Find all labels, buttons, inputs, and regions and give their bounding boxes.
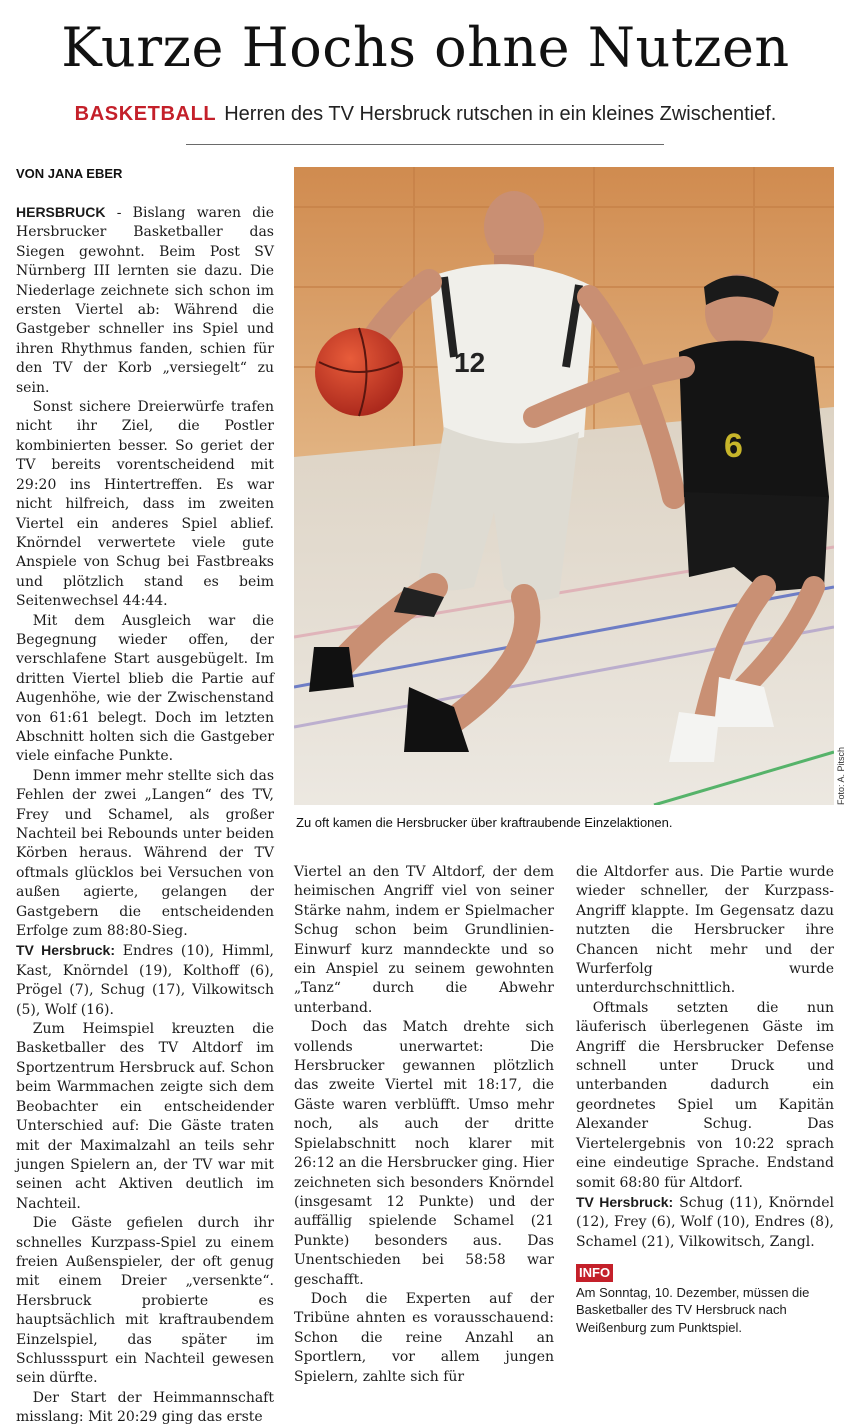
lead-paragraph [16, 203, 274, 398]
jersey-number-white: 12 [454, 347, 486, 378]
paragraph-3: Mit dem Ausgleich war die Begegnung wieder offen, der verschlafene Start ausgebügelt. Im dritten Viertel blieb die Partie auf Augenhöhe, wie der Zwischenstand von 61:61 belegt. Doch im letzten Abschnitt holten sich die Gastgeber viele einfache Punkte. [16, 612, 274, 765]
dateline: HERSBRUCK [16, 204, 106, 220]
paragraph-9-continued: die Altdorfer aus. Die Partie wurde wieder schneller, der Kurzpass-Angriff klappte. Im Gegensatz dazu nutzten die Hersbrucker ihre Chancen nicht mehr und der Wurferfolg wurde unterdurchschnittlich. [576, 864, 834, 997]
lineup-1 [16, 941, 274, 1020]
paragraph-7-start: Der Start der Heimmannschaft misslang: Mit 20:29 ging das erste [16, 1389, 274, 1426]
jersey-number-black: 6 [724, 427, 743, 465]
paragraph-10: Oftmals setzten die nun läuferisch überlegenen Gäste im Angriff die Hersbrucker Defense schnell unter Druck und unterbanden dadurch ein geordnetes Spiel um Kapitän Alexander Schug. Das Viertelergebnis von 10:22 sprach eine eindeutige Sprache. Endstand somit 68:80 für Altdorf. [576, 999, 834, 1191]
paragraph-5: Zum Heimspiel kreuzten die Basketballer des TV Altdorf im Sportzentrum Hersbruck auf. Schon beim Warmmachen zeigte sich dem Beobachter ein entscheidender Unterschied auf: Die Gäste traten mit der Maximalzahl an teils sehr jungen Spielern an, der TV war mit seinen acht Aktiven deutlich im Nachteil. [16, 1021, 274, 1212]
paragraph-7-continued: Viertel an den TV Altdorf, der dem heimischen Angriff viel von seiner Stärke nahm, indem er Spielmacher Schug schon beim Grundlinien-Einwurf kurz manndeckte und so ein Anspiel zu seinem gewohnten „Tanz“ durch die Abwehr unterband. [294, 864, 554, 1016]
lineup-2 [576, 1193, 834, 1252]
byline: VON JANA EBER [16, 166, 123, 181]
section-kicker: BASKETBALL [74, 103, 217, 125]
article-photo [294, 167, 834, 805]
subheadline [0, 100, 851, 128]
lineup-2-label: TV Hersbruck: [576, 1193, 674, 1210]
info-label: INFO [576, 1264, 613, 1282]
paragraph-8: Doch das Match drehte sich vollends unerwartet: Die Hersbrucker gewannen plötzlich das zweite Viertel mit 18:17, die Gäste waren verblüfft. Umso mehr noch, als auch der dritte Spielabschnitt noch klarer mit 26:12 an die Hersbrucker ging. Hier zeichneten sich besonders Knörndel (insgesamt 12 Punkte) und der auffällig spielende Schamel (21 Punkte) besonders aus. Das Unentschieden bei 58:58 war geschafft. [294, 1019, 554, 1288]
article-column-2 [294, 863, 554, 1387]
subheadline-text: Herren des TV Hersbruck rutschen in ein kleines Zwischentief. [224, 103, 777, 125]
lineup-2-players: Schug (11), Knörndel (12), Frey (6), Wolf (10), Endres (8), Schamel (21), Vilkowitsch, Zangl. [576, 1194, 834, 1250]
paragraph-6: Die Gäste gefielen durch ihr schnelles Kurzpass-Spiel zu einem freien Außenspieler, der oft genug mit einem Dreier „versenkte“. Hersbruck probierte es hauptsächlich mit kraftraubendem Einzelspiel, das später im Schlussspurt ein Nachteil gewesen sein dürfte. [16, 1215, 274, 1387]
lineup-1-players: Endres (10), Himml, Kast, Knörndel (19), Kolthoff (6), Prögel (7), Schug (17), Vilkowitsch (5), Wolf (16). [16, 943, 274, 1018]
info-text: Am Sonntag, 10. Dezember, müssen die Basketballer des TV Hersbruck nach Weißenburg zum Punktspiel. [576, 1284, 810, 1335]
paragraph-2: Sonst sichere Dreierwürfe trafen nicht ihr Ziel, die Postler kombinierten besser. So geriet der TV bereits vorentscheidend mit 29:20 ins Hintertreffen. Es war nicht hilfreich, dass im zweiten Viertel ein anderes Spiel ablief. Knörndel verwertete viele gute Anspiele von Schug bei Fastbreaks und plötzlich stand es beim Seitenwechsel 44:44. [16, 399, 274, 610]
lineup-1-label: TV Hersbruck: [16, 942, 116, 959]
photo-caption: Zu oft kamen die Hersbrucker über kraftraubende Einzelaktionen. [296, 815, 673, 830]
subheadline-divider [186, 144, 664, 145]
paragraph-9-start: Doch die Experten auf der Tribüne ahnten es vorausschauend: Schon die reine Anzahl an Sportlern, vor allem jungen Spielern, zahlte sich für [294, 1290, 554, 1385]
lead-text: - Bislang waren die Hersbrucker Basketballer das Siegen gewohnt. Beim Post SV Nürnberg III lernten sie dazu. Die Niederlage zeichnete sich schon im ersten Viertel ab: Während die Gastgeber schneller ins Spiel und ihren Rhythmus fanden, schien für den TV der Korb „versiegelt“ zu sein. [16, 205, 274, 396]
article-column-1 [16, 203, 274, 1428]
info-box [576, 1252, 834, 1336]
article-column-3 [576, 863, 834, 1336]
paragraph-4: Denn immer mehr stellte sich das Fehlen der zwei „Langen“ des TV, Frey und Schamel, als großer Nachteil bei Rebounds unter beiden Körben heraus. Während der TV oftmals glücklos bei Versuchen von außen agierte, gelangen der Gastgebern die entscheidenden Erfolge zum 88:80-Sieg. [16, 767, 274, 940]
headline: Kurze Hochs ohne Nutzen [61, 16, 790, 79]
basketball-photo-illustration [294, 167, 834, 805]
